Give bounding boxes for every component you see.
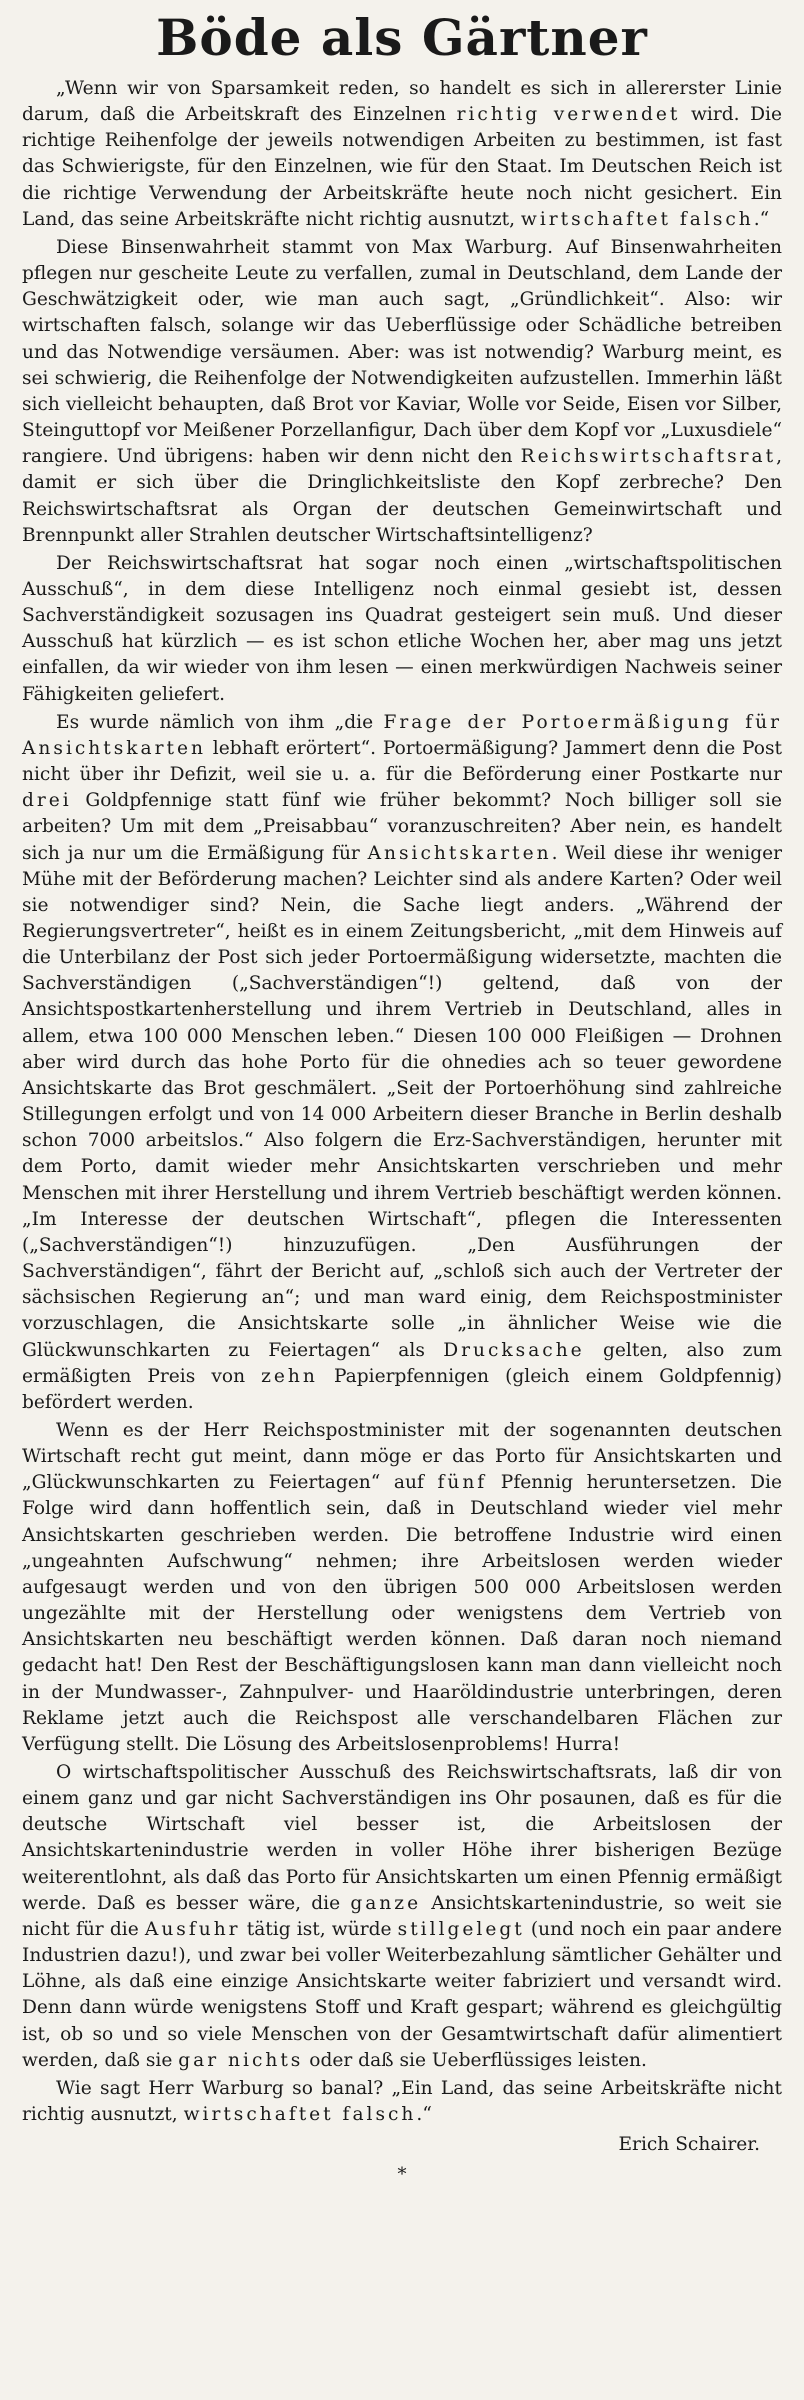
article-paragraph <box>22 1418 782 1758</box>
paragraph-text: wird. Die richtige Reihenfolge der jeweils notwendigen Arbeiten zu bestimmen, ist fast das Schwierigste, für den Einzelnen, wie für den Staat. Im Deutschen Reich ist die richtige Verwendung der Arbeitskräfte heute noch nicht gesichert. Ein Land, das seine Arbeitskräfte nicht richtig ausnutzt, <box>22 104 782 230</box>
paragraph-text: tätig ist, würde <box>240 1918 398 1940</box>
paragraph-text: . Weil diese ihr weniger Mühe mit der Beförderung machen? Leichter sind als andere Karten? Oder weil sie notwendiger sind? Nein, die Sache liegt anders. „Während der Regierungsvertreter“, heißt es in einem Zeitungsbericht, „mit dem Hinweis auf die Unterbilanz der Post sich jeder Portoermäßigung widersetzte, machten die Sachverständigen („Sachverständigen“!) geltend, daß von der Ansichtspostkartenherstellung und ihrem Vertrieb in Deutschland, alles in allem, etwa 100 000 Menschen leben.“ Diesen 100 000 Fleißigen — Drohnen aber wird durch das hohe Porto für die ohnedies ach so teuer gewordene Ansichtskarte das Brot geschmälert. „Seit der Portoerhöhung sind zahlreiche Stillegungen erfolgt und von 14 000 Arbeitern dieser Branche in Berlin deshalb schon 7000 arbeitslos.“ Also folgern die Erz-Sachverständigen, herunter mit dem Porto, damit wieder mehr Ansichtskarten verschrieben und mehr Menschen mit ihrer Herstellung und ihrem Vertrieb beschäftigt werden können. „Im Interesse der deutschen Wirtschaft“, pflegen die Interessenten („Sachverständigen“!) hinzuzufügen. „Den Ausführungen der Sachverständigen“, fährt der Bericht auf, „schloß sich auch der Vertreter der sächsischen Regierung an“; und man ward einig, dem Reichspostminister vorzuschlagen, die Ansichtskarte solle „in ähnlicher Weise wie die Glückwunschkarten zu Feiertagen“ als <box>22 842 782 1361</box>
emphasized-text: Reichswirtschaftsrat <box>520 446 777 468</box>
article-paragraph <box>22 235 782 549</box>
emphasized-text: drei <box>22 790 72 812</box>
paragraph-text: Diese Binsenwahrheit stammt von Max Warburg. Auf Binsenwahrheiten pflegen nur gescheite Leute zu verfallen, zumal in Deutschland, dem Lande der Geschwätzigkeit oder, wie man auch sagt, „Gründlichkeit“. Also: wir wirtschaften falsch, solange wir das Ueberflüssige oder Schädliche betreiben und das Notwendige versäumen. Aber: was ist notwendig? Warburg meint, es sei schwierig, die Reihenfolge der Notwendigkeiten aufzustellen. Immerhin läßt sich vielleicht behaupten, daß Brot vor Kaviar, Wolle vor Seide, Eisen vor Silber, Steinguttopf vor Meißener Porzellanfigur, Dach über dem Kopf vor „Luxusdiele“ rangiere. Und übrigens: haben wir denn nicht den <box>22 236 782 468</box>
paragraph-text: lebhaft erörtert“. Portoermäßigung? Jammert denn die Post nicht über ihr Defizit, weil sie u. a. für die Beförderung einer Postkarte nur <box>22 737 782 786</box>
emphasized-text: richtig verwendet <box>456 104 681 126</box>
emphasized-text: gar nichts <box>178 2049 304 2071</box>
article-paragraph <box>22 551 782 708</box>
emphasized-text: wirtschaftet falsch <box>183 2104 417 2126</box>
emphasized-text: stillgelegt <box>397 1918 525 1940</box>
paragraph-text: (und noch ein paar andere Industrien dazu!), und zwar bei voller Weiterbezahlung sämtlicher Gehälter und Löhne, als daß eine einzige Ansichtskarte weiter fabriziert und versandt wird. Denn dann würde wenigstens Stoff und Kraft gespart; während es gleichgültig ist, ob so und so viele Menschen von der Gesamtwirtschaft dafür alimentiert werden, daß sie <box>22 1918 783 2071</box>
paragraph-text: .“ <box>753 208 770 230</box>
author-signature: Erich Schairer. <box>618 2134 760 2156</box>
paragraph-text: „Wenn wir von Sparsamkeit reden, so handelt es sich in allererster Linie darum, daß die Arbeitskraft des Einzelnen <box>22 78 782 126</box>
article-paragraph <box>22 2076 782 2128</box>
paragraph-text: gelten, also zum ermäßigten Preis von <box>22 1339 782 1387</box>
emphasized-text: wirtschaftet falsch <box>520 208 754 230</box>
paragraph-text: Pfennig heruntersetzen. Die Folge wird dann hoffentlich sein, daß in Deutschland wieder viel mehr Ansichtskarten geschrieben werden. Die betroffene Industrie wird einen „ungeahnten Aufschwung“ nehmen; ihre Arbeitslosen werden wieder aufgesaugt werden und von den übrigen 500 000 Arbeitslosen werden ungezählte mit der Herstellung oder wenigstens dem Vertrieb von Ansichtskarten neu beschäftigt werden können. Daß daran noch niemand gedacht hat! Den Rest der Beschäftigungslosen kann man dann vielleicht noch in der Mundwasser-, Zahnpulver- und Haaröldindustrie unterbringen, deren Reklame jetzt auch die Reichspost alle verschandelbaren Flächen zur Verfügung stellt. Die Lösung des Arbeitslosenproblems! Hurra! <box>22 1472 783 1755</box>
emphasized-text: ganze <box>350 1892 422 1914</box>
emphasized-text: Ansichtskarten <box>367 842 552 864</box>
paragraph-text: Wenn es der Herr Reichspostminister mit der sogenannten deutschen Wirtschaft recht gut meint, dann möge er das Porto für Ansichtskarten und „Glückwunschkarten zu Feiertagen“ auf <box>22 1419 782 1494</box>
end-mark: * <box>397 2164 407 2186</box>
paragraph-text: Es wurde nämlich von ihm „die <box>56 711 384 733</box>
article-paragraph <box>22 710 782 1416</box>
paragraph-text: , damit er sich über die Dringlichkeitsliste den Kopf zerbreche? Den Reichswirtschaftsrat als Organ der deutschen Gemeinwirtschaft und Brennpunkt aller Strahlen deutscher Wirtschaftsintelligenz? <box>22 446 782 546</box>
article-paragraph <box>22 1760 782 2074</box>
emphasized-text: zehn <box>261 1365 318 1387</box>
emphasized-text: Frage der Portoermäßigung für Ansichtskarten <box>22 711 782 759</box>
paragraph-text: Papierpfennigen (gleich einem Goldpfennig) befördert werden. <box>22 1365 782 1413</box>
article-headline: Böde als Gärtner <box>156 8 648 67</box>
paragraph-text: O wirtschaftspolitischer Ausschuß des Reichswirtschaftsrats, laß dir von einem ganz und gar nicht Sachverständigen ins Ohr posaunen, daß es für die deutsche Wirtschaft viel besser ist, die Arbeitslosen der Ansichtskartenindustrie werden in voller Höhe ihrer bisherigen Bezüge weiterentlohnt, als daß das Porto für Ansichtskarten um einen Pfennig ermäßigt werde. Daß es besser wäre, die <box>22 1762 782 1914</box>
article-body <box>22 76 782 2128</box>
paragraph-text: Der Reichswirtschaftsrat hat sogar noch einen „wirtschaftspolitischen Ausschuß“, in dem diese Intelligenz noch einmal gesiebt ist, dessen Sachverständigkeit sozusagen ins Quadrat gesteigert sein muß. Und dieser Ausschuß hat kürzlich — es ist schon etliche Wochen her, aber mag uns jetzt einfallen, da wir wieder von ihm lesen — einen merkwürdigen Nachweis seiner Fähigkeiten geliefert. <box>22 552 782 705</box>
emphasized-text: Ausfuhr <box>144 1918 241 1940</box>
article-paragraph <box>22 76 782 233</box>
emphasized-text: Drucksache <box>443 1339 585 1361</box>
paragraph-text: .“ <box>416 2104 432 2126</box>
paragraph-text: Goldpfennige statt fünf wie früher bekommt? Noch billiger soll sie arbeiten? Um mit dem „Preisabbau“ voranzuschreiten? Aber nein, es handelt sich ja nur um die Ermäßigung für <box>22 790 782 864</box>
paragraph-text: Wie sagt Herr Warburg so banal? „Ein Land, das seine Arbeitskräfte nicht richtig ausnutzt, <box>22 2077 782 2126</box>
emphasized-text: fünf <box>437 1472 488 1494</box>
paragraph-text: Ansichtskartenindustrie, so weit sie nicht für die <box>22 1892 782 1940</box>
paragraph-text: oder daß sie Ueberflüssiges leisten. <box>303 2049 647 2071</box>
